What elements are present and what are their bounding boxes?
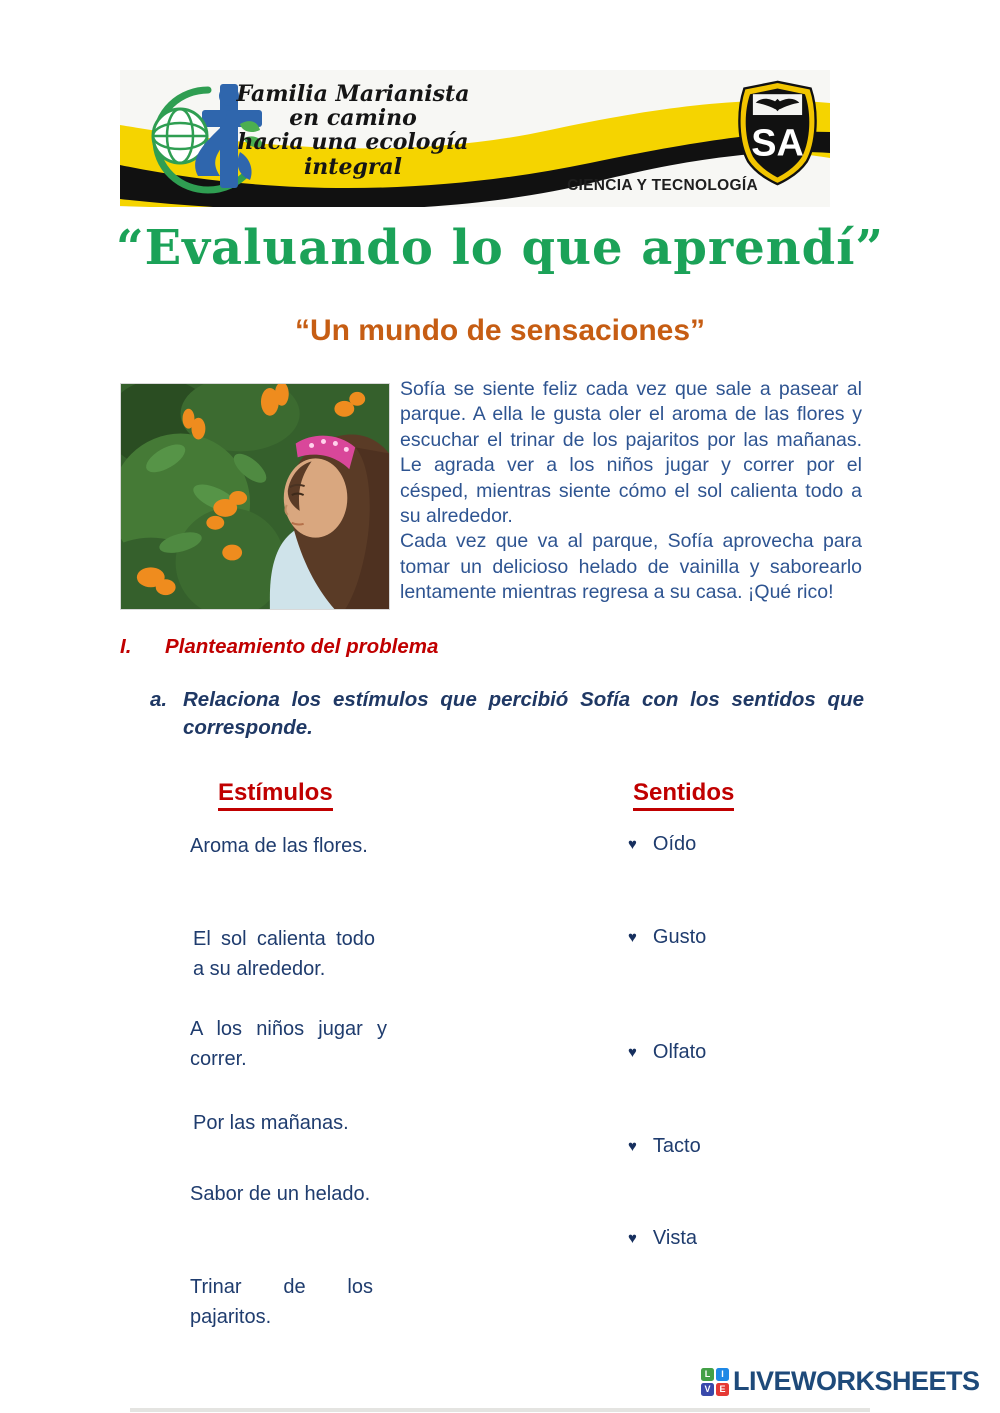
- item-letter: a.: [150, 688, 168, 711]
- heart-bullet-icon: ♥: [628, 836, 637, 853]
- passage-paragraph-2: Cada vez que va al parque, Sofía aprovecha para tomar un delicioso helado de vainilla y saborearlo lentamente mientras regresa a su casa. ¡Qué rico!: [400, 530, 862, 604]
- header-banner: [120, 70, 830, 207]
- sense-label: Oído: [652, 833, 697, 855]
- stimulus-item[interactable]: El sol calienta todo a su alrededor.: [193, 928, 375, 980]
- stimulus-item[interactable]: Aroma de las flores.: [190, 835, 368, 857]
- sense-item[interactable]: [628, 1135, 701, 1158]
- worksheet-subtitle: “Un mundo de sensaciones”: [294, 314, 706, 347]
- stimulus-item[interactable]: Por las mañanas.: [193, 1112, 349, 1134]
- sense-label: Olfato: [652, 1041, 707, 1063]
- sense-item[interactable]: [628, 1041, 706, 1064]
- next-page-edge: [130, 1408, 870, 1412]
- liveworksheets-logo[interactable]: [701, 1366, 980, 1397]
- instruction-item-a: [150, 686, 864, 741]
- school-shield-logo: [730, 80, 825, 186]
- org-line2: hacia una ecología integral: [237, 129, 469, 180]
- sense-item[interactable]: [628, 926, 706, 949]
- sense-label: Gusto: [652, 926, 707, 948]
- item-instruction-text: Relaciona los estímulos que percibió Sofía con los sentidos que corresponde.: [183, 688, 864, 739]
- liveworksheets-wordmark: LIVEWORKSHEETS: [733, 1366, 980, 1396]
- heart-bullet-icon: ♥: [628, 1044, 637, 1061]
- girl-smelling-flowers-photo: [120, 383, 390, 610]
- stimulus-item[interactable]: Sabor de un helado.: [190, 1183, 371, 1205]
- organization-motto: [228, 82, 478, 179]
- senses-column-header: Sentidos: [633, 779, 734, 811]
- reading-passage: [400, 377, 862, 606]
- stimuli-column-header: Estímulos: [218, 779, 333, 811]
- liveworksheets-tiles-icon: L I V E: [701, 1368, 729, 1396]
- passage-paragraph-1: Sofía se siente feliz cada vez que sale a pasear al parque. A ella le gusta oler el aroma de las flores y escuchar el trinar de los pajaritos por las mañanas. Le agrada ver a los niños jugar y correr por el césped, mientras siente cómo el sol calienta todo a su alrededor.: [400, 378, 862, 528]
- org-line1: Familia Marianista en camino: [236, 81, 470, 132]
- sense-label: Vista: [652, 1227, 698, 1249]
- sense-label: Tacto: [652, 1135, 701, 1157]
- heart-bullet-icon: ♥: [628, 1138, 637, 1155]
- course-name: CIENCIA Y TECNOLOGÍA: [567, 177, 758, 194]
- section-heading: [120, 635, 438, 659]
- heart-bullet-icon: ♥: [628, 1230, 637, 1247]
- worksheet-title: “Evaluando lo que aprendí”: [115, 220, 885, 276]
- section-numeral: I.: [120, 635, 132, 658]
- stimulus-item[interactable]: Trinar de los pajaritos.: [190, 1276, 373, 1328]
- sense-item[interactable]: [628, 833, 696, 856]
- section-title: Planteamiento del problema: [165, 635, 439, 658]
- stimulus-item[interactable]: A los niños jugar y correr.: [190, 1018, 387, 1070]
- heart-bullet-icon: ♥: [628, 929, 637, 946]
- shield-initials: SA: [751, 122, 804, 165]
- sense-item[interactable]: [628, 1227, 697, 1250]
